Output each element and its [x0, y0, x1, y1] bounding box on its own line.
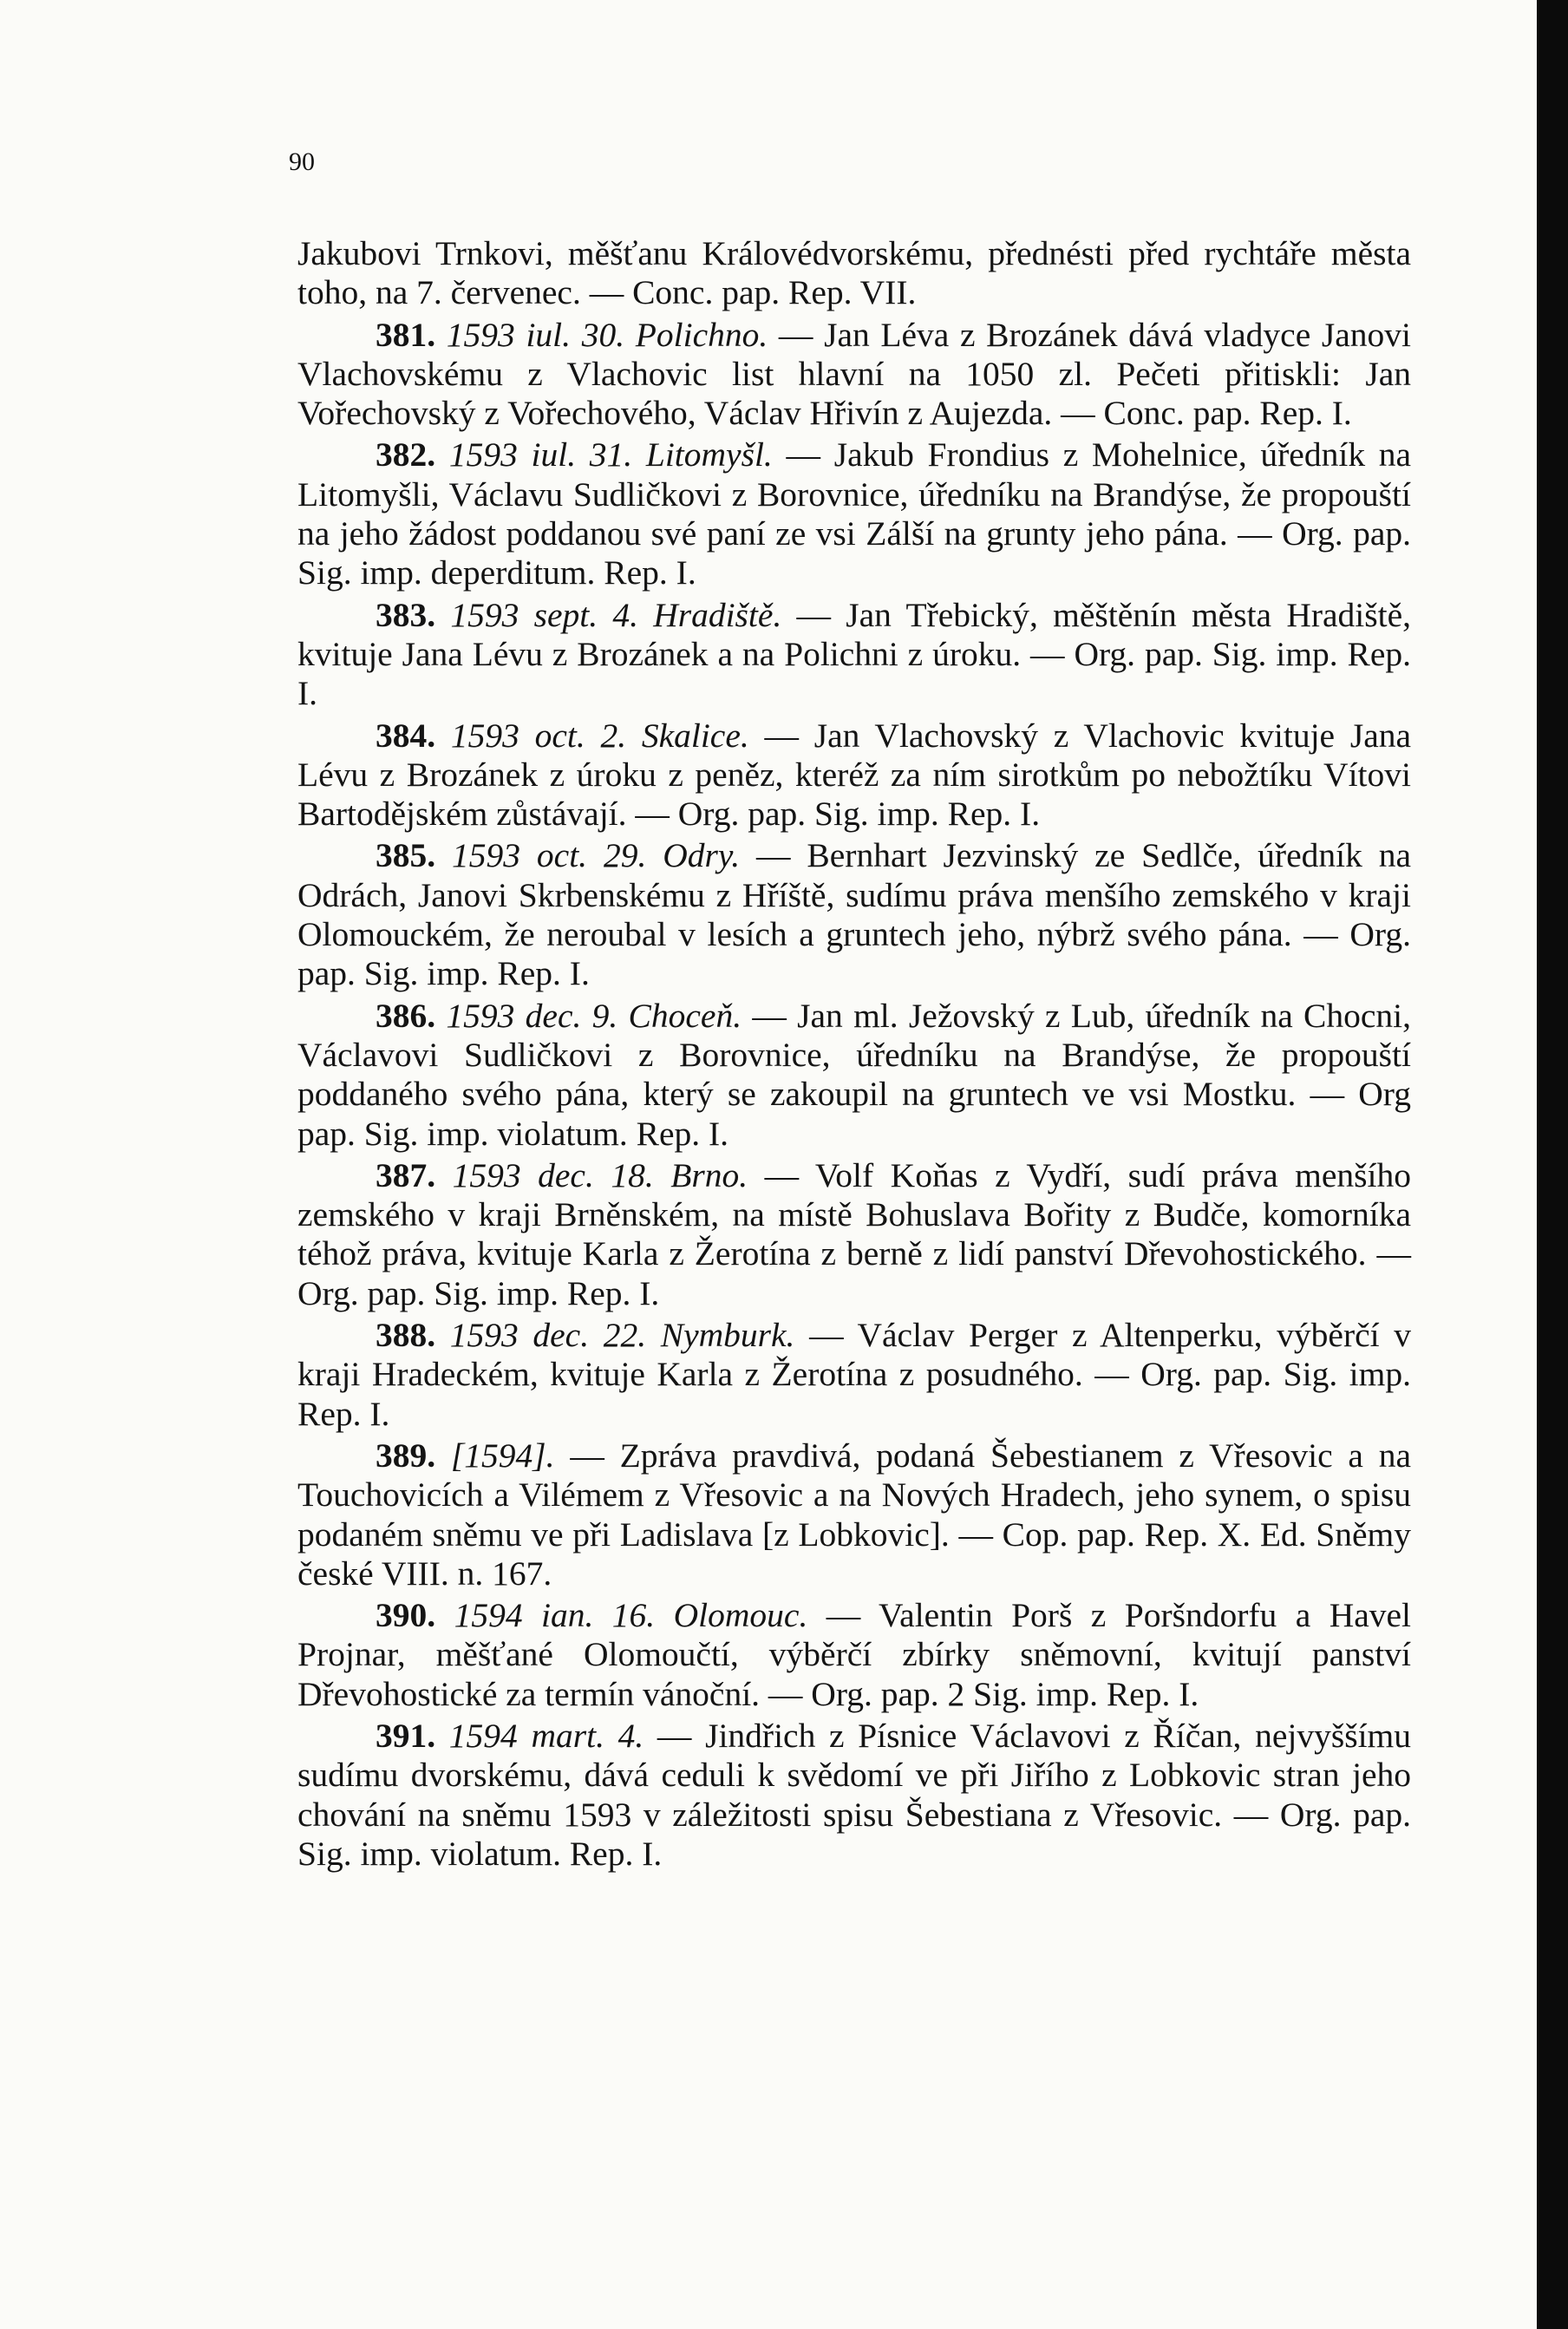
- entry-date: 1593 dec. 22.: [449, 1316, 647, 1355]
- entry-390: [297, 1596, 1411, 1714]
- intro-paragraph: Jakubovi Trnkovi, měšťanu Královédvorskému, přednésti před rychtáře města toho, na 7. červenec. — Conc. pap. Rep. VII.: [297, 234, 1411, 312]
- entry-place: Nymburk.: [660, 1316, 795, 1355]
- entry-date: 1593 oct. 29.: [452, 836, 647, 875]
- entry-place: Odry.: [663, 836, 741, 875]
- entry-number: 391.: [376, 1716, 436, 1755]
- entry-389: [297, 1436, 1411, 1593]
- entry-387: [297, 1156, 1411, 1313]
- entry-date: 1593 iul. 30.: [446, 315, 625, 354]
- entry-385: [297, 836, 1411, 993]
- entry-number: 384.: [376, 716, 436, 755]
- entry-place: Litomyšl.: [645, 435, 773, 474]
- entry-text: — Václav Perger z Altenperku, výběrčí v kraji Hradeckém, kvituje Karla z Žerotína z posudného. — Org. pap. Sig. imp. Rep. I.: [297, 1316, 1412, 1433]
- entry-text: — Jan Třebický, měštěnín města Hradiště, kvituje Jana Lévu z Brozánek a na Polichni z úroku. — Org. pap. Sig. imp. Rep. I.: [297, 595, 1412, 713]
- entry-number: 386.: [376, 996, 436, 1035]
- entry-text: — Jan ml. Ježovský z Lub, úředník na Chocni, Václavovi Sudličkovi z Borovnice, úředníku na Brandýse, že propouští poddaného svého pána, který se zakoupil na gruntech ve vsi Mostku. — Org pap. Sig. imp. violatum. Rep. I.: [297, 996, 1412, 1153]
- entry-place: Hradiště.: [653, 595, 782, 634]
- entry-text: — Zpráva pravdivá, podaná Šebestianem z Vřesovic a na Touchovicích a Vilémem z Vřesovic a na Nových Hradech, jeho synem, o spisu podaném sněmu ve při Ladislava [z Lobkovic]. — Cop. pap. Rep. X. Ed. Sněmy české VIII. n. 167.: [297, 1436, 1412, 1593]
- entry-date: 1593 dec. 9.: [446, 996, 618, 1035]
- entry-place: Olomouc.: [673, 1596, 808, 1635]
- entry-382: [297, 435, 1411, 592]
- entry-date: 1593 dec. 18.: [452, 1155, 654, 1194]
- entry-391: [297, 1717, 1411, 1874]
- entry-place: Choceň.: [628, 996, 742, 1035]
- entry-place: Skalice.: [641, 716, 749, 755]
- entry-place: Polichno.: [635, 315, 768, 354]
- entry-388: [297, 1316, 1411, 1434]
- entry-date: 1594 ian. 16.: [454, 1596, 656, 1635]
- entry-date: 1593 sept. 4.: [450, 595, 638, 634]
- entry-text: — Jan Vlachovský z Vlachovic kvituje Jana Lévu z Brozánek z úroku z peněz, kteréž za ním sirotkům po nebožtíku Vítovi Bartodějském zůstávají. — Org. pap. Sig. imp. Rep. I.: [297, 716, 1412, 834]
- entry-number: 382.: [376, 435, 436, 474]
- entry-date: 1594 mart. 4.: [448, 1716, 644, 1755]
- entry-text: — Jakub Frondius z Mohelnice, úředník na Litomyšli, Václavu Sudličkovi z Borovnice, úředníku na Brandýse, že propouští na jeho žádost poddanou své paní ze vsi Zálší na grunty jeho pána. — Org. pap. Sig. imp. deperditum. Rep. I.: [297, 435, 1412, 592]
- entry-383: [297, 596, 1411, 714]
- entry-place: Brno.: [670, 1155, 748, 1194]
- entry-text: — Jan Léva z Brozánek dává vladyce Janovi Vlachovskému z Vlachovic list hlavní na 1050 zl. Pečeti přitiskli: Jan Vořechovský z Vořechového, Václav Hřivín z Aujezda. — Conc. pap. Rep. I.: [297, 315, 1412, 433]
- entry-text: — Bernhart Jezvinský ze Sedlče, úředník na Odrách, Janovi Skrbenskému z Hříště, sudímu práva menšího zemského v kraji Olomouckém, že neroubal v lesích a gruntech jeho, nýbrž svého pána. — Org. pap. Sig. imp. Rep. I.: [297, 836, 1412, 993]
- entry-381: [297, 316, 1411, 434]
- entry-384: [297, 716, 1411, 834]
- entry-number: 390.: [376, 1596, 436, 1635]
- entry-date: 1593 iul. 31.: [448, 435, 633, 474]
- entry-386: [297, 997, 1411, 1154]
- page-number: 90: [289, 147, 315, 176]
- entry-text: — Jindřich z Písnice Václavovi z Říčan, nejvyššímu sudímu dvorskému, dává ceduli k svědomí ve při Jiřího z Lobkovic stran jeho chování na sněmu 1593 v záležitosti spisu Šebestiana z Vřesovic. — Org. pap. Sig. imp. violatum. Rep. I.: [297, 1716, 1412, 1873]
- entry-number: 383.: [376, 595, 436, 634]
- entry-text: — Valentin Porš z Poršndorfu a Havel Projnar, měšťané Olomoučtí, výběrčí zbírky sněmovní, kvitují panství Dřevohostické za termín vánoční. — Org. pap. 2 Sig. imp. Rep. I.: [297, 1596, 1412, 1713]
- entry-number: 387.: [376, 1155, 436, 1194]
- entry-text: — Volf Koňas z Vydří, sudí práva menšího zemského v kraji Brněnském, na místě Bohuslava Bořity z Budče, komorníka téhož práva, kvituje Karla z Žerotína z berně z lidí panství Dřevohostického. — Org. pap. Sig. imp. Rep. I.: [297, 1155, 1411, 1312]
- entry-number: 389.: [376, 1436, 436, 1475]
- entry-number: 388.: [376, 1316, 436, 1355]
- entry-number: 381.: [376, 315, 436, 354]
- document-body: [297, 234, 1411, 1876]
- entry-number: 385.: [376, 836, 436, 875]
- entry-date: [1594].: [450, 1436, 555, 1475]
- entry-date: 1593 oct. 2.: [450, 716, 627, 755]
